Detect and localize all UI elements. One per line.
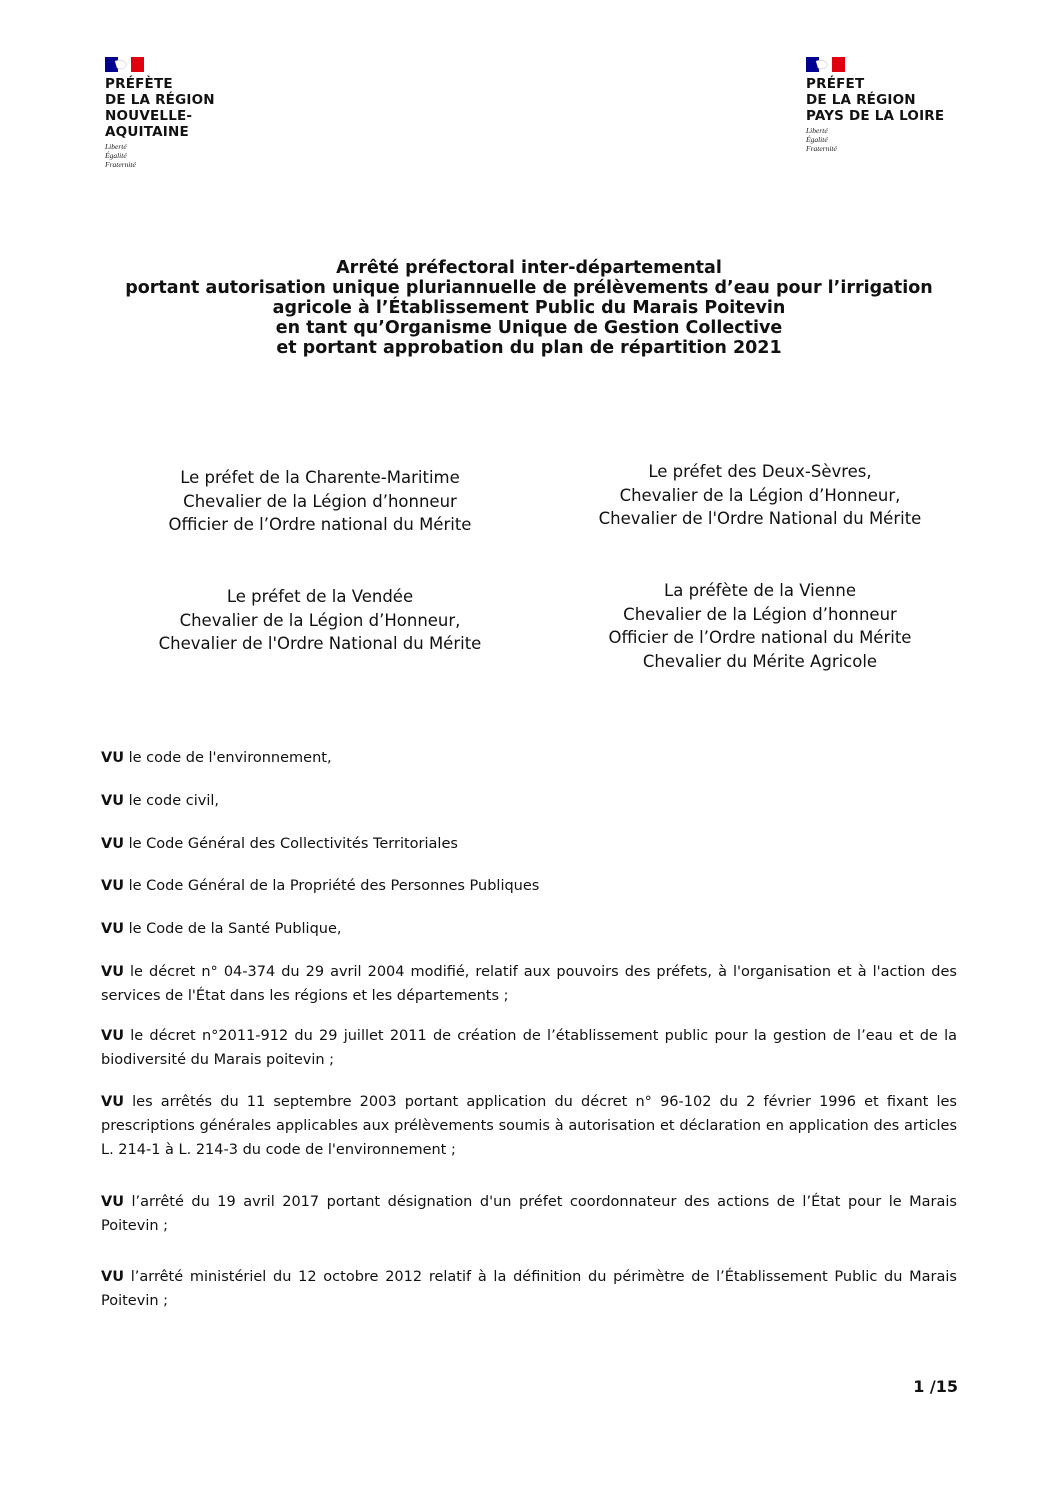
logo-line: DE LA RÉGION [105,92,215,108]
title-line: Arrêté préfectoral inter-départemental [336,258,722,278]
consideration-text: le code civil, [124,793,219,809]
consideration-text: le décret n°2011-912 du 29 juillet 2011 de création de l’établissement public pour la gestion de l’eau et de la biodiversité du Marais poitevin ; [101,1028,957,1068]
logo-line: NOUVELLE- [105,108,193,124]
consideration-text: le Code Général de la Propriété des Personnes Publiques [124,878,540,894]
marianne-flag-icon [806,57,845,72]
vu-keyword: VU [101,1094,124,1110]
consideration-text: le Code Général des Collectivités Territoriales [124,836,458,852]
prefect-vendee [90,585,550,656]
logo-line: DE LA RÉGION [806,92,916,108]
prefect-line: Officier de l’Ordre national du Mérite [608,628,912,647]
logo-line: PRÉFÈTE [105,76,173,92]
consideration-paragraph [101,1190,957,1238]
prefect-line: Le préfet de la Vendée [226,587,414,606]
consideration-text: le code de l'environnement, [124,750,332,766]
republic-motto [806,126,944,153]
motto-fraternite: Fraternité [806,144,837,153]
logo-prefecture-nouvelle-aquitaine [105,57,215,169]
vu-keyword: VU [101,1269,124,1285]
motto-egalite: Égalité [806,135,828,144]
title-line: et portant approbation du plan de répartition 2021 [276,338,782,358]
logo-line: PAYS DE LA LOIRE [806,108,945,124]
republic-motto [105,142,215,169]
consideration-text: le Code de la Santé Publique, [124,921,342,937]
prefect-line: Le préfet des Deux-Sèvres, [648,462,872,481]
marianne-flag-icon [105,57,144,72]
prefect-line: Chevalier du Mérite Agricole [642,651,878,671]
vu-keyword: VU [101,793,124,809]
title-line: agricole à l’Établissement Public du Marais Poitevin [272,298,786,318]
consideration-paragraph [101,1024,957,1072]
consideration-paragraph [101,917,957,941]
page-number: 1 /15 [913,1377,958,1396]
vu-keyword: VU [101,750,124,766]
consideration-paragraph [101,1265,957,1313]
prefect-charente-maritime [90,466,550,537]
vu-keyword: VU [101,836,124,852]
prefect-line: Chevalier de l'Ordre National du Mérite [158,634,482,653]
prefect-line: Le préfet de la Charente-Maritime [180,468,460,487]
prefect-line: Chevalier de la Légion d’honneur [183,491,457,511]
prefect-line: Chevalier de la Légion d’Honneur, [619,485,901,505]
vu-keyword: VU [101,964,124,980]
prefect-line: La préfète de la Vienne [664,581,856,600]
motto-egalite: Égalité [105,151,127,160]
logo-line: PRÉFET [806,76,865,92]
vu-keyword: VU [101,921,124,937]
prefect-line: Chevalier de l'Ordre National du Mérite [598,509,922,528]
consideration-text: l’arrêté du 19 avril 2017 portant désignation d'un préfet coordonnateur des actions de l’État pour le Marais Poitevin ; [101,1194,957,1234]
title-line: portant autorisation unique pluriannuelle de prélèvements d’eau pour l’irrigation [125,278,933,298]
consideration-paragraph [101,832,957,856]
prefect-vienne [530,579,990,673]
title-line: en tant qu’Organisme Unique de Gestion Collective [275,318,783,338]
consideration-text: le décret n° 04-374 du 29 avril 2004 modifié, relatif aux pouvoirs des préfets, à l'organisation et à l'action des services de l'État dans les régions et les départements ; [101,964,957,1004]
consideration-text: l’arrêté ministériel du 12 octobre 2012 relatif à la définition du périmètre de l’Établissement Public du Marais Poitevin ; [101,1269,957,1309]
prefect-line: Officier de l’Ordre national du Mérite [168,515,472,534]
consideration-paragraph [101,1090,957,1162]
consideration-paragraph [101,960,957,1008]
vu-keyword: VU [101,1194,124,1210]
prefect-line: Chevalier de la Légion d’Honneur, [179,610,461,630]
logo-prefecture-pays-de-la-loire [806,57,944,153]
motto-liberte: Liberté [105,142,127,151]
motto-fraternite: Fraternité [105,160,136,169]
consideration-paragraph [101,746,957,770]
vu-keyword: VU [101,1028,124,1044]
consideration-text: les arrêtés du 11 septembre 2003 portant application du décret n° 96-102 du 2 février 1996 et fixant les prescriptions générales applicables aux prélèvements soumis à autorisation et déclaration en application des articles L. 214-1 à L. 214-3 du code de l'environnement ; [101,1094,957,1158]
logo-line: AQUITAINE [105,124,189,140]
motto-liberte: Liberté [806,126,828,135]
prefect-deux-sevres [530,460,990,531]
vu-keyword: VU [101,878,124,894]
document-title [60,258,998,358]
consideration-paragraph [101,874,957,898]
prefect-line: Chevalier de la Légion d’honneur [623,604,897,624]
consideration-paragraph [101,789,957,813]
